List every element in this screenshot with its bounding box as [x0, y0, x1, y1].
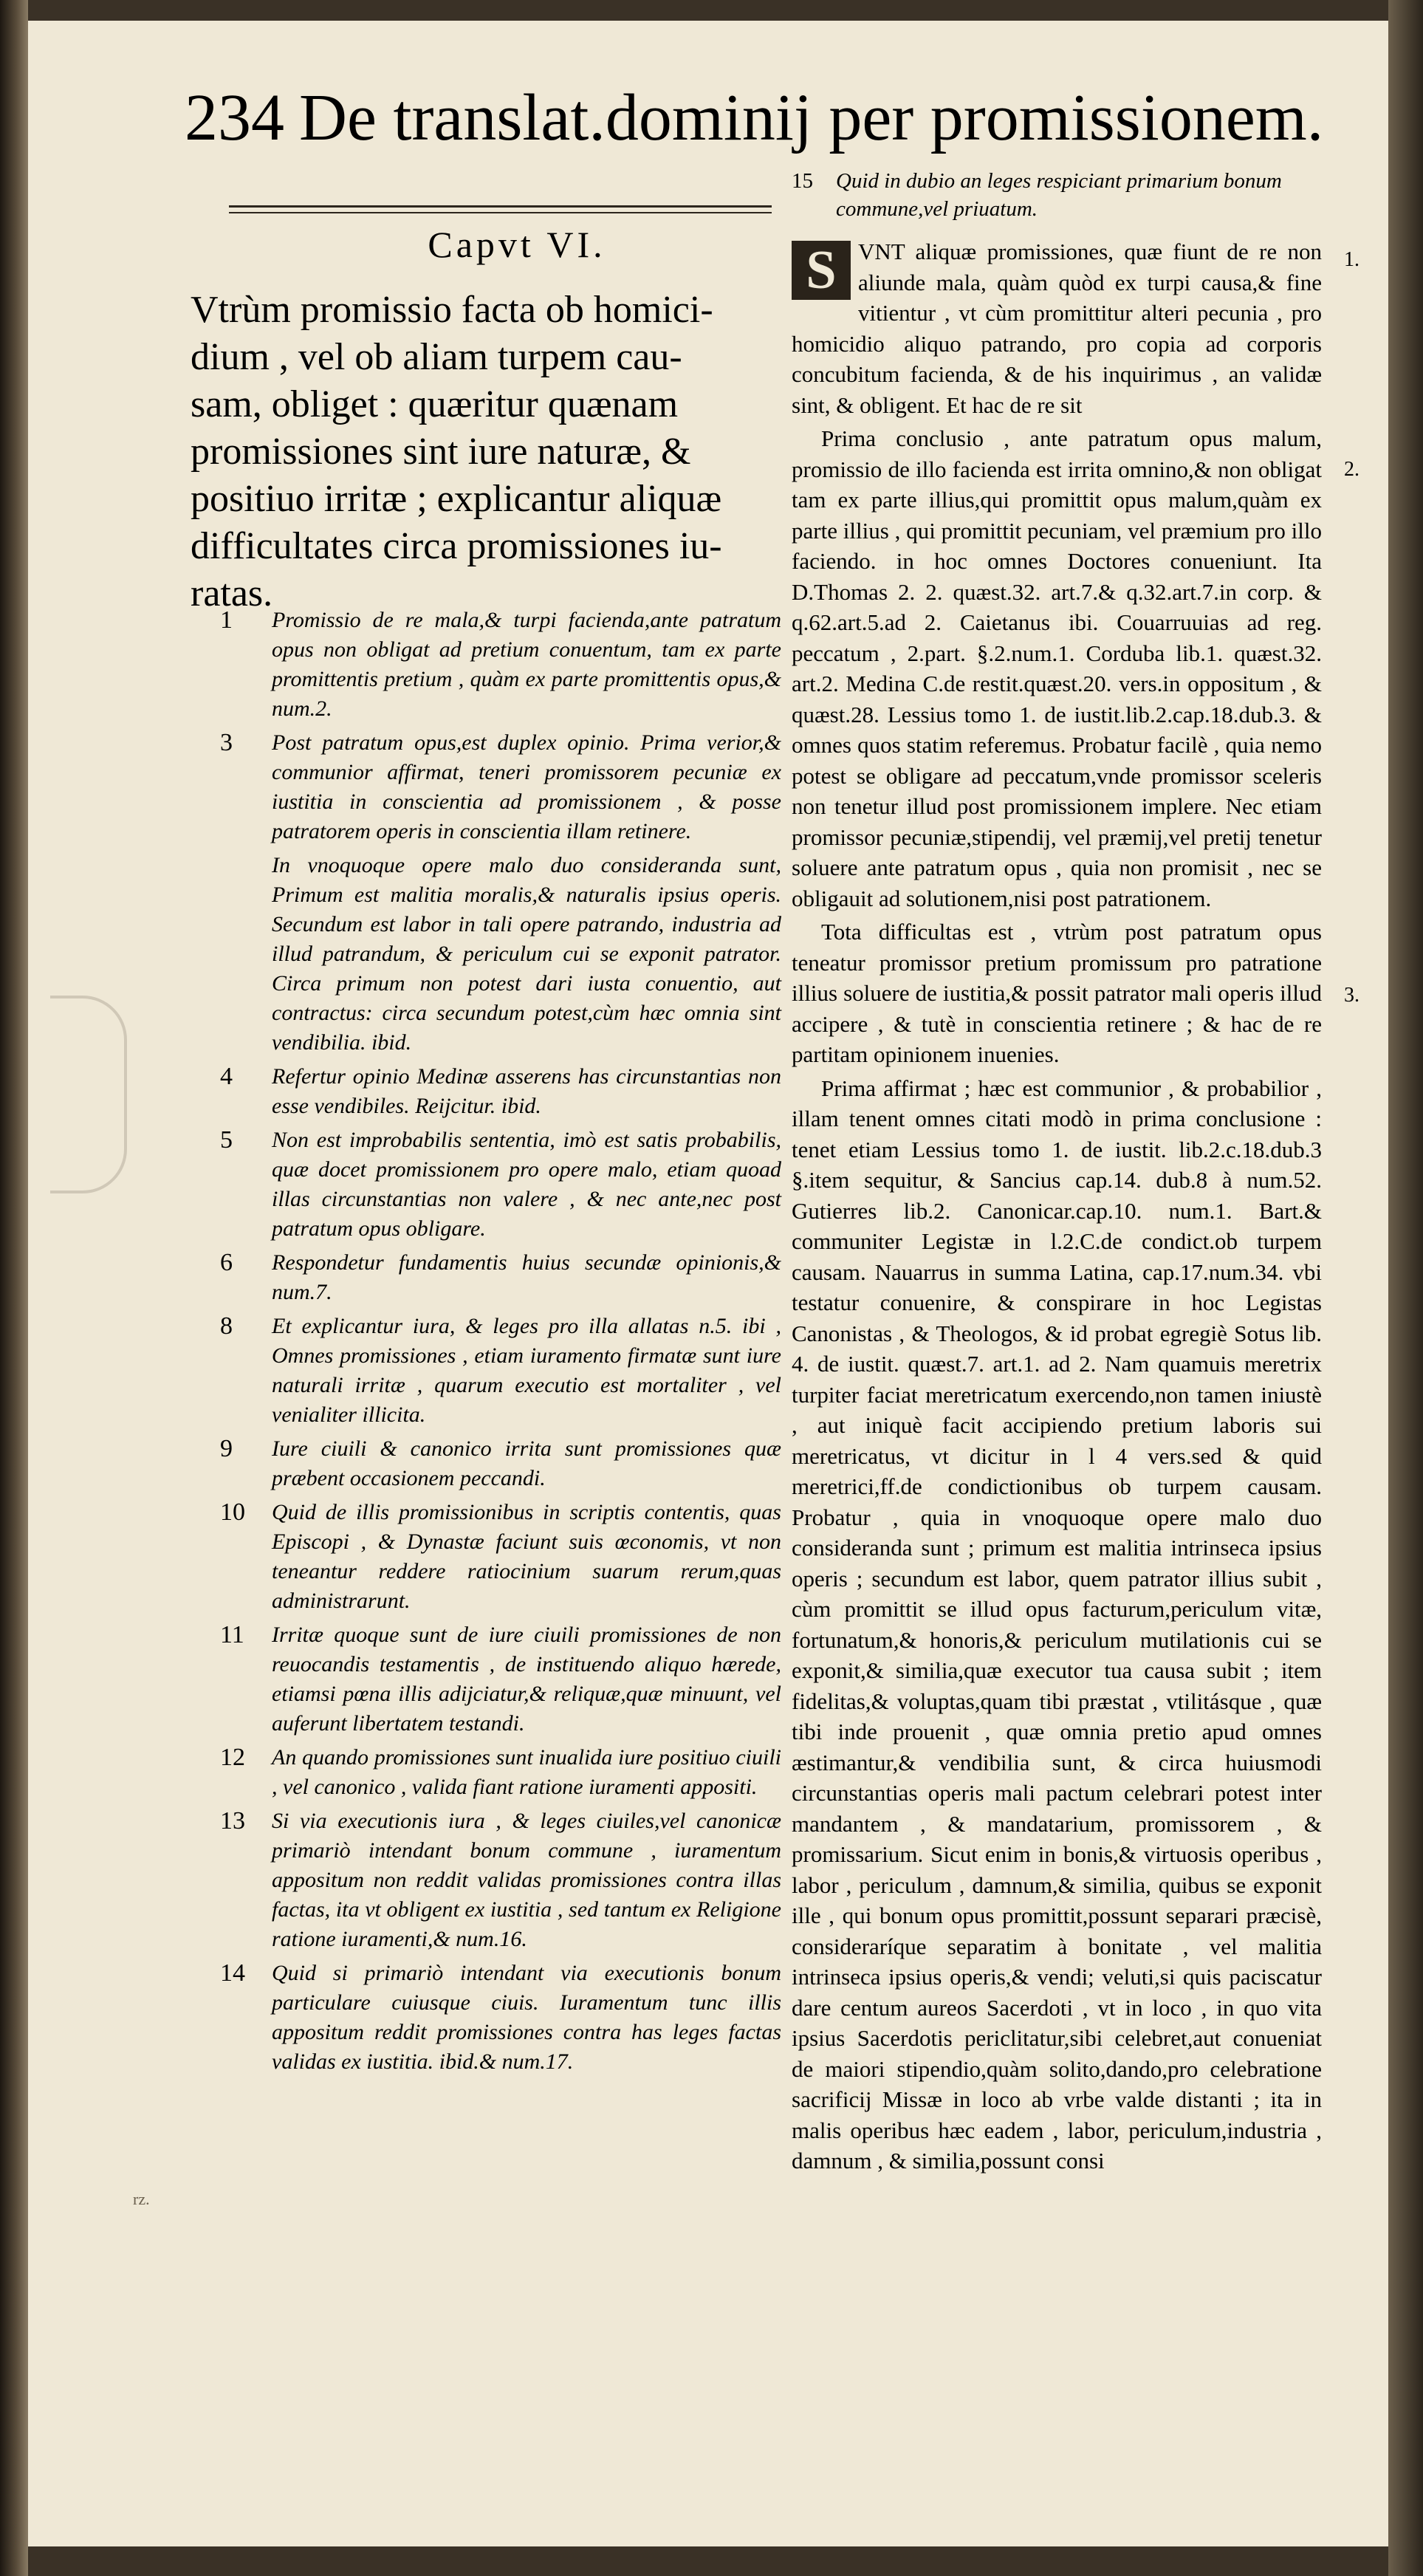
page-edge — [1388, 0, 1423, 2576]
index-number: 12 — [220, 1744, 245, 1771]
summary-line: ratas. — [191, 572, 273, 614]
index-number: 11 — [220, 1621, 244, 1648]
index-text: Iure ciuili & canonico irrita sunt promissiones quæ præbent occasionem peccandi. — [272, 1436, 781, 1490]
index-number: 10 — [220, 1498, 245, 1526]
summary-line: promissiones sint iure naturæ, & — [191, 431, 691, 473]
paragraph-text: VNT aliquæ promissiones, quæ fiunt de re non aliunde mala, quàm quòd ex turpi causa,& fine vitientur , vt cùm promittitur alteri pecunia , pro homicidio aliquo patrando, pro copia ad corporis concubitum facienda, & de his inquirimus , an validæ sint, & obligent. Et hac de re sit — [792, 239, 1322, 418]
margin-number: 2. — [1344, 458, 1359, 481]
body-paragraph: Tota difficultas est , vtrùm post patratum opus teneatur promissor pretium promissum pro patratione illius soluere de iustitia,& possit patrator mali operis illud accipere , & tutè in conscientia retinere ; & hac de re partitam opinionem inuenies. — [792, 919, 1322, 1067]
index-item — [191, 1498, 781, 1616]
chapter-heading: Capvt VI. — [428, 224, 606, 265]
index-text: An quando promissiones sunt inualida iure positiuo ciuili , vel canonico , valida fiant ratione iuramenti appositi. — [272, 1745, 781, 1799]
index-number: 1 — [220, 606, 233, 634]
question-text: Quid in dubio an leges respiciant primarium bonum commune,vel priuatum. — [836, 169, 1282, 221]
index-item — [191, 1959, 781, 2077]
body-paragraph: Prima affirmat ; hæc est communior , & probabilior , illam tenent omnes citati modò in prima conclusione : tenet etiam Lessius tomo 1. de iustit. lib.2.c.18.dub.3 §.item sequitur, & Sancius cap.14. dub.8 à num.52. Gutierres lib.2. Canonicar.cap.10. num.1. Bart.& communiter Legistæ in l.2.C.de condict.ob turpem causam. Nauarrus in summa Latina, cap.17.num.34. vbi testatur conuenire, & conspirare in hoc Legistas Canonistas , & Theologos, & id probat egregiè Sotus lib. 4. de iustit. quæst.7. art.1. ad 2. Nam quamuis meretrix turpiter faciat meretricatum exercendo,non tamen iniustè , aut iniquè facit accipiendo pretium laboris sui meretricatus, vt dicitur in l 4 vers.sed & quid meretrici,ff.de condictionibus ob turpem causam. Probatur , quia in vnoquoque opere malo duo consideranda sunt ; primum est malitia intrinseca ipsius operis ; secundum est labor, quem patrator illius subit , cùm promittit se illud opus facturum,periculum vitæ, fortunatum,& honoris,& periculum mutilationis cui se exponit,& similia,quæ executor tua causa subit ; item fidelitas,& voluptas,quam tibi præstat , vtilitásque , quæ tibi inde prouenit , quæ omnia pretio apud omnes æstimantur,& vendibilia sunt, & circa huiusmodi circunstantias operis mali pactum celebrari potest inter mandantem , & mandatarium, promissorem , & promissarium. Sicut enim in bonis,& virtuosis operibus , labor , periculum , damnum,& similia, quibus se exponit ille , qui bonum opus promittit,possunt separari præcisè, consideraríque separatim à bonitate , vel malitia intrinseca ipsius operis,& vendi; veluti,si quis paciscatur dare centum aureos Sacerdoti , vt in loco , in quo vita ipsius Sacerdotis periclitatur,sibi celebret,aut conueniat de maiori stipendio,quàm solito,dando,pro celebratione sacrificij Missæ in loco ab vrbe valde distanti ; ita in malis operibus hæc eadem , labor, periculum,industria , damnum , & similia,possunt consi — [792, 1075, 1322, 2174]
index-text: Respondetur fundamentis huius secundæ opinionis,& num.7. — [272, 1250, 781, 1304]
index-item — [191, 1248, 781, 1307]
index-text: In vnoquoque opere malo duo consideranda sunt, Primum est malitia moralis,& naturalis ipsius operis. Secundum est labor in tali opere patrando, industria ad illud patrandum, & periculum cui se exponit patrator. Circa primum non potest dari iusta conuentio, aut contractus: circa secundum potest,cùm hæc omnia sint vendibilia. ibid. — [272, 853, 781, 1055]
margin-number: 1. — [1344, 248, 1359, 271]
summary-line: sam, obliget : quæritur quænam — [191, 383, 679, 425]
index-item — [191, 1126, 781, 1244]
drop-cap: S — [792, 241, 851, 300]
index-item — [191, 1312, 781, 1430]
summary-line: Vtrùm promissio facta ob homici- — [191, 289, 713, 331]
index-number: 6 — [220, 1249, 233, 1276]
index-number: 14 — [220, 1959, 245, 1987]
index-text: Quid de illis promissionibus in scriptis contentis, quas Episcopi , & Dynastæ faciunt suis œconomis, vt non teneantur reddere ratiocinium suarum rerum,quas administrarunt. — [272, 1500, 781, 1613]
index-number: 13 — [220, 1807, 245, 1835]
index-text: Promissio de re mala,& turpi facienda,ante patratum opus non obligat ad pretium conuentum, tam ex parte promittentis pretium , quàm ex parte promittentis opus,& num.2. — [272, 608, 781, 721]
index-item — [191, 728, 781, 846]
page-clip — [50, 996, 127, 1193]
question-heading — [792, 167, 1322, 223]
index-number: 9 — [220, 1435, 233, 1462]
right-column — [792, 167, 1322, 2179]
running-header — [185, 74, 1324, 162]
summary-line: dium , vel ob aliam turpem cau- — [191, 336, 682, 378]
index-text: Et explicantur iura, & leges pro illa allatas n.5. ibi , Omnes promissiones , etiam iuramento firmatæ sunt iure naturali irritæ , quarum executio est mortaliter , vel venialiter illicita. — [272, 1314, 781, 1427]
index-number: 3 — [220, 729, 233, 756]
book-spine — [0, 0, 28, 2576]
running-title: De translat.dominij per promissionem. — [299, 81, 1324, 154]
summary-line: difficultates circa promissiones iu- — [191, 525, 722, 567]
margin-number: 3. — [1344, 984, 1359, 1007]
page-number: 234 — [185, 81, 284, 154]
index-text: Post patratum opus,est duplex opinio. Prima verior,& communior affirmat, teneri promissorem pecuniæ ex iustitia in conscientia ad promissionem , & posse patratorem operis in conscientia illam retinere. — [272, 730, 781, 843]
index-number: 5 — [220, 1126, 233, 1154]
index-text: Quid si primariò intendant via executionis bonum particulare cuiusque ciuis. Iuramentum tunc illis appositum reddit promissiones contra has leges factas validas ex iustitia. ibid.& num.17. — [272, 1961, 781, 2074]
index-item — [191, 1620, 781, 1739]
index-text: Refertur opinio Medinæ asserens has circunstantias non esse vendibiles. Reijcitur. ibid. — [272, 1064, 781, 1118]
body-paragraph — [792, 236, 1322, 420]
stray-mark: rz. — [133, 2190, 150, 2208]
index-item — [191, 606, 781, 724]
index-number: 8 — [220, 1312, 233, 1340]
index-text: Si via executionis iura , & leges ciuiles,vel canonicæ primariò intendant bonum commune , iuramentum appositum non reddit validas promissiones contra illas factas, ita vt obligent ex iustitia , sed tantum ex Religione ratione iuramenti,& num.16. — [272, 1809, 781, 1951]
header-rule — [229, 205, 772, 213]
summary-line: positiuo irritæ ; explicantur aliquæ — [191, 478, 722, 520]
index-item — [191, 1743, 781, 1802]
index-item — [191, 851, 781, 1058]
index-text: Non est improbabilis sententia, imò est satis probabilis, quæ docet promissionem pro opere malo, etiam quoad illas circunstantias non valere , & nec ante,nec post patratum opus obligare. — [272, 1128, 781, 1241]
question-number: 15 — [792, 169, 813, 193]
index-item — [191, 1062, 781, 1121]
index-item — [191, 1434, 781, 1493]
chapter-summary — [191, 287, 767, 617]
chapter-index — [191, 606, 781, 2081]
index-number: 4 — [220, 1063, 233, 1090]
index-item — [191, 1806, 781, 1954]
index-text: Irritæ quoque sunt de iure ciuili promissiones de non reuocandis testamentis , de instituendo aliquo hærede, etiamsi pœna illis adijciatur,& reliquæ,quæ minuunt, vel auferunt libertatem testandi. — [272, 1623, 781, 1736]
body-paragraph: Prima conclusio , ante patratum opus malum, promissio de illo facienda est irrita omnino,& non obligat tam ex parte illius,qui promittit opus malum,quàm ex parte illius , qui promittit pecuniam, vel præmium pro illo faciendo. in hoc omnes Doctores conueniunt. Ita D.Thomas 2. 2. quæst.32. art.7.& q.32.art.7.in corp. & q.62.art.5.ad 2. Caietanus ibi. Couarruuias ad reg. peccatum , 2.part. §.2.num.1. Corduba lib.1. quæst.32. art.2. Medina C.de restit.quæst.20. vers.in oppositum , & quæst.28. Lessius tomo 1. de iustit.lib.2.cap.18.dub.3. & omnes quos statim referemus. Probatur facilè , quia nemo potest se obligare ad peccatum,vnde promissor sceleris non tenetur illud post promissionem implere. Nec etiam promissor pecuniæ,stipendij, vel præmij,vel pretij tenetur soluere ante patratum opus , quia non promisit , nec se obligauit ad solutionem,nisi post patrationem. — [792, 425, 1322, 911]
